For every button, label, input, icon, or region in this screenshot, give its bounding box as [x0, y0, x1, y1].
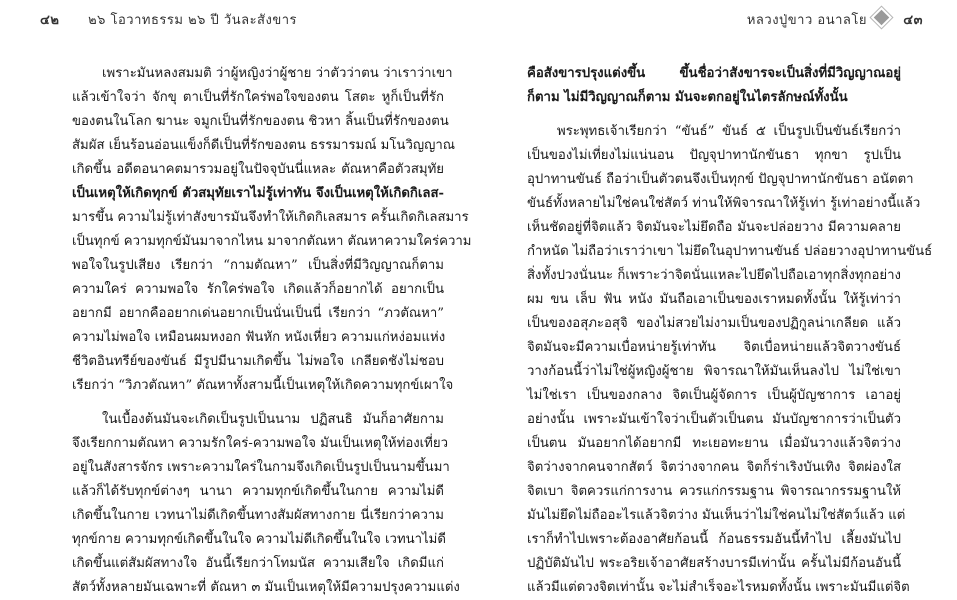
diamond-ornament-icon: [873, 10, 889, 26]
text-line: ไม่ใช่เรา เป็นของกลาง จิตเป็นผู้จัดการ เป็นผู้บัญชาการ เอาอยู่: [527, 388, 901, 403]
text-line: จิตว่างจากคนจากสัตว์ จิตว่างจากคน จิตก็ร่าเริงบันเทิง จิตผ่องใส: [527, 460, 901, 475]
text-line: เป็นของไม่เที่ยงไม่แน่นอน ปัญจุปาทานักขันธา ทุกขา รูปเป็น: [527, 148, 901, 163]
left-page-number: ๔๒: [40, 13, 60, 28]
right-paragraph-2: [527, 120, 933, 600]
text-line: เห็นชัดอยู่ที่จิตแล้ว จิตมันจะไม่ยึดถือ มันจะปล่อยวาง มีความคลาย: [527, 220, 901, 235]
text-line: สิ่งทั้งปวงนั่นนะ ก็เพราะว่าจิตนั่นแหละไปยึดไปถือเอาทุกสิ่งทุกอย่าง: [527, 268, 901, 283]
text-line: มันไม่ยึดไม่ถืออะไรแล้วจิตว่าง มันเห็นว่าไม่ใช่คนไม่ใช่สัตว์แล้ว แต่: [527, 508, 906, 523]
text-line: ของตนในโลก ฆานะ จมูกเป็นที่รักของตน ชิวหา ลิ้นเป็นที่รักของตน: [72, 114, 449, 129]
text-line: แล้วเข้าใจว่า จักขุ ตาเป็นที่รักใคร่พอใจของตน โสตะ หูก็เป็นที่รัก: [72, 90, 444, 105]
right-paragraph-1: [527, 62, 901, 110]
text-line: เป็นของอสุภะอสุจิ ของไม่สวยไม่งามเป็นของปฏิกูลน่าเกลียด แล้ว: [527, 316, 901, 331]
right-page-number: ๔๓: [903, 13, 923, 28]
text-line: ก็ตาม ไม่มีวิญญาณก็ตาม มันจะตกอยู่ในไตรลักษณ์ทั้งนั้น: [527, 90, 848, 105]
text-line: จึงเรียกกามตัณหา ความรักใคร่-ความพอใจ มันเป็นเหตุให้ท่องเที่ยว: [72, 436, 449, 451]
text-line: แล้วมีแต่ดวงจิตเท่านั้น จะไม่สำเร็จอะไรหมดทั้งนั้น เพราะมันมีแต่จิต: [527, 580, 910, 595]
text-line: ปฏิบัติมันไป พระอริยเจ้าอาศัยสร้างบารมีเท่านั้น ครั้นไม่มีก้อนอันนี้: [527, 556, 901, 571]
right-header-title: หลวงปู่ขาว อนาลโย: [746, 13, 867, 28]
right-body-text: [527, 62, 933, 600]
text-line: เป็นเหตุให้เกิดทุกข์ ตัวสมุทัยเราไม่รู้เท่าทัน จึงเป็นเหตุให้เกิดกิเลส-: [72, 186, 444, 201]
right-running-head: [747, 9, 923, 30]
text-line: เกิดขึ้นแต่สัมผัสทางใจ อันนี้เรียกว่าโทมนัส ความเสียใจ เกิดมีแก่: [72, 556, 444, 571]
text-line: เกิดขึ้นในกาย เวทนาไม่ดีเกิดขึ้นทางสัมผัสทางกาย นี่เรียกว่าความ: [72, 508, 444, 523]
text-line: สัมผัส เย็นร้อนอ่อนแข็งก็ดีเป็นที่รักของตน ธรรมารมณ์ มโนวิญญาณ: [72, 138, 455, 153]
left-paragraph-2: [72, 408, 460, 600]
text-line: อุปาทานขันธ์ ถือว่าเป็นตัวตนจึงเป็นทุกข์ ปัญจุปาทานักขันธา อนัตตา: [527, 172, 914, 187]
text-line: พระพุทธเจ้าเรียกว่า “ขันธ์” ขันธ์ ๕ เป็นรูปเป็นขันธ์เรียกว่า: [557, 124, 901, 139]
text-line: เกิดขึ้น อดีตอนาคตมารวมอยู่ในปัจจุบันนี่แหละ ตัณหาคือตัวสมุทัย: [72, 162, 444, 177]
text-line: จิตเบา จิตควรแก่การงาน ควรแก่กรรมฐาน พิจารณากรรมฐานให้: [527, 484, 901, 499]
left-body-text: [72, 62, 472, 600]
text-line: ความใคร่ ความพอใจ รักใคร่พอใจ เกิดแล้วก็อยากได้ อยากเป็น: [72, 282, 444, 297]
left-page: [0, 0, 478, 595]
text-line: เรียกว่า “วิภวตัณหา” ตัณหาทั้งสามนี้เป็นเหตุให้เกิดความทุกข์เผาใจ: [72, 378, 454, 393]
left-header-title: ๒๖ โอวาทธรรม ๒๖ ปี วันละสังขาร: [88, 13, 298, 28]
text-line: ขันธ์ทั้งหลายไม่ใช่คนใช่สัตว์ ท่านให้พิจารณาให้รู้เท่า รู้เท่าอย่างนี้แล้ว: [527, 196, 921, 211]
text-line: กำหนัด ไม่ถือว่าเราว่าเขา ไม่ยึดในอุปาทานขันธ์ ปล่อยวางอุปาทานขันธ์: [527, 244, 933, 259]
left-running-head: [40, 9, 297, 30]
text-line: อยู่ในสังสารจักร เพราะความใคร่ในกามจึงเกิดเป็นรูปเป็นนามขึ้นมา: [72, 460, 450, 475]
text-line: ในเบื้องต้นมันจะเกิดเป็นรูปเป็นนาม ปฏิสนธิ มันก็อาศัยกาม: [102, 412, 444, 427]
left-paragraph-1: [72, 62, 472, 398]
text-line: มารขึ้น ความไม่รู้เท่าสังขารมันจึงทำให้เกิดกิเลสมาร ครั้นเกิดกิเลสมาร: [72, 210, 469, 225]
text-line: เป็นตน มันอยากได้อยากมี ทะเยอทะยาน เมื่อมันวางแล้วจิตว่าง: [527, 436, 901, 451]
text-line: อย่างนั้น เพราะมันเข้าใจว่าเป็นตัวเป็นตน มันบัญชาการว่าเป็นตัว: [527, 412, 901, 427]
right-page: [479, 0, 957, 595]
text-line: พอใจในรูปเสียง เรียกว่า “กามตัณหา” เป็นสิ่งที่มีวิญญาณก็ตาม: [72, 258, 444, 273]
text-line: สัตว์ทั้งหลายมันเฉพาะที่ ตัณหา ๓ มันเป็นเหตุให้มีความปรุงความแต่ง: [72, 580, 460, 595]
text-line: ทุกข์กาย ความทุกข์เกิดขึ้นในใจ ความไม่ดีเกิดขึ้นในใจ เวทนาไม่ดี: [72, 532, 446, 547]
text-line: ความไม่พอใจ เหมือนผมหงอก ฟันหัก หนังเหี่ยว ความแก่หง่อมแห่ง: [72, 330, 446, 345]
text-line: จิตมันจะมีความเบื่อหน่ายรู้เท่าทัน จิตเบื่อหน่ายแล้วจิตวางขันธ์: [527, 340, 901, 355]
text-line: คือสังขารปรุงแต่งขึ้น ขึ้นชื่อว่าสังขารจะเป็นสิ่งที่มีวิญญาณอยู่: [527, 66, 901, 81]
text-line: เราก็ทำไปเพราะต้องอาศัยก้อนนี้ ก้อนธรรมอันนี้ทำไป เลี้ยงมันไป: [527, 532, 901, 547]
text-line: แล้วก็ได้รับทุกข์ต่างๆ นานา ความทุกข์เกิดขึ้นในกาย ความไม่ดี: [72, 484, 444, 499]
text-line: อยากมี อยากคืออยากเด่นอยากเป็นนั่นเป็นนี่ เรียกว่า “ภวตัณหา”: [72, 306, 444, 321]
text-line: เป็นทุกข์ ความทุกข์มันมาจากไหน มาจากตัณหา ตัณหาความใคร่ความ: [72, 234, 472, 249]
text-line: ชีวิตอินทรีย์ของขันธ์ มีรูปมีนามเกิดขึ้น ไม่พอใจ เกลียดชังไม่ชอบ: [72, 354, 444, 369]
text-line: วางก้อนนี้ว่าไม่ใช่ผู้หญิงผู้ชาย พิจารณาให้มันเห็นลงไป ไม่ใช่เขา: [527, 364, 901, 379]
text-line: ผม ขน เล็บ ฟัน หนัง มันถือเอาเป็นของเราหมดทั้งนั้น ให้รู้เท่าว่า: [527, 292, 901, 307]
text-line: เพราะมันหลงสมมติ ว่าผู้หญิงว่าผู้ชาย ว่าตัวว่าตน ว่าเราว่าเขา: [102, 66, 453, 81]
